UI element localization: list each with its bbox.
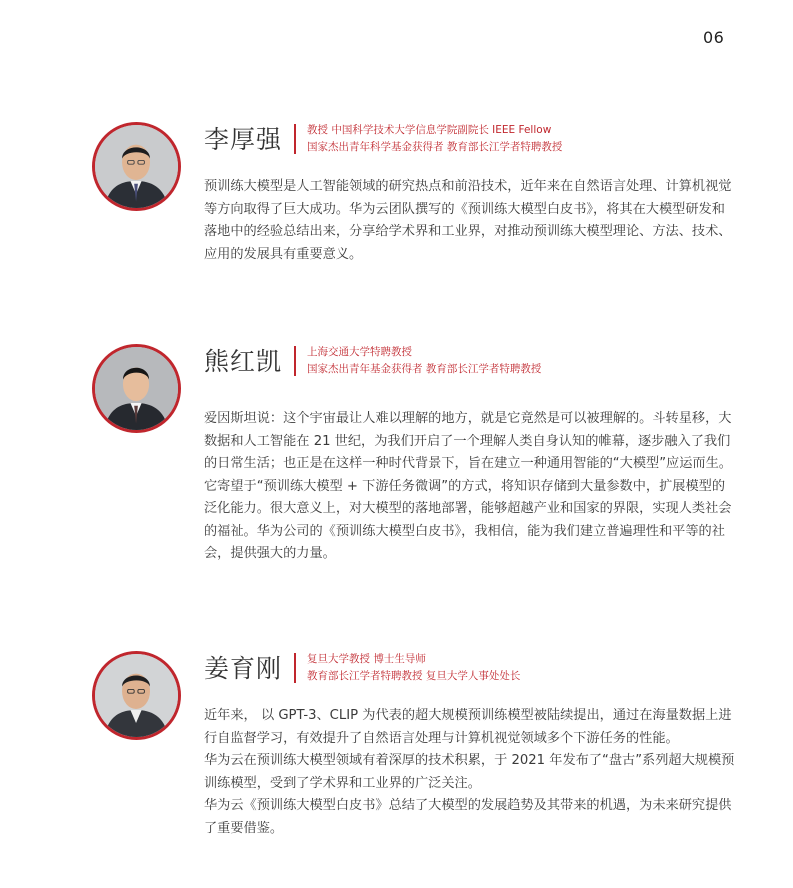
title-line: 国家杰出青年基金获得者 教育部长江学者特聘教授 [307,363,542,375]
title-line: 复旦大学教授 博士生导师 [307,653,426,665]
person-titles [307,344,541,378]
bio-paragraph: 近年来， 以 GPT-3、CLIP 为代表的超大规模预训练模型被陆续提出，通过在海量数据上进行自监督学习，有效提升了自然语言处理与计算机视觉领域多个下游任务的性能。 [204,708,732,746]
bio-paragraph: 预训练大模型是人工智能领域的研究热点和前沿技术，近年来在自然语言处理、计算机视觉等方向取得了巨大成功。华为云团队撰写的《预训练大模型白皮书》，将其在大模型研发和落地中的经验总结出来，分享给学术界和工业界，对推动预训练大模型理论、方法、技术、应用的发展具有重要意义。 [204,179,732,262]
bio-jiang-yugang [204,705,736,840]
portrait-photo-icon [92,122,181,211]
bio-paragraph: 华为云《预训练大模型白皮书》总结了大模型的发展趋势及其带来的机遇，为未来研究提供了重要借鉴。 [204,798,732,836]
name-divider [294,346,296,376]
bio-paragraph: 爱因斯坦说：这个宇宙最让人难以理解的地方，就是它竟然是可以被理解的。斗转星移，大数据和人工智能在 21 世纪，为我们开启了一个理解人类自身认知的帷幕，逐步融入了我们的日常生活；也正是在这样一种时代背景下，旨在建立一种通用智能的“大模型”应运而生。它寄望于“预训练大模型 + 下游任务微调”的方式，将知识存储到大量参数中，扩展模型的泛化能力。很大意义上，对大模型的落地部署，能够超越产业和国家的界限，实现人类社会的福祉。华为公司的《预训练大模型白皮书》，我相信，能为我们建立普遍理性和平等的社会，提供强大的力量。 [204,411,732,561]
name-divider [294,653,296,683]
title-line: 上海交通大学特聘教授 [307,346,412,358]
person-name: 姜育刚 [204,654,283,683]
title-line: 教育部长江学者特聘教授 复旦大学人事处处长 [307,670,521,682]
portrait-photo-icon [92,651,181,740]
person-titles [307,651,520,685]
person-name: 李厚强 [204,125,283,154]
page-number: 06 [703,28,725,47]
portrait-photo-icon [92,344,181,433]
person-titles [307,122,562,156]
title-line: 国家杰出青年科学基金获得者 教育部长江学者特聘教授 [307,141,563,153]
bio-paragraph: 华为云在预训练大模型领域有着深厚的技术积累，于 2021 年发布了“盘古”系列超大规模预训练模型，受到了学术界和工业界的广泛关注。 [204,753,735,791]
bio-xiong-hongkai [204,408,736,566]
name-divider [294,124,296,154]
title-line: 教授 中国科学技术大学信息学院副院长 IEEE Fellow [307,124,552,136]
bio-li-houqiang [204,176,736,266]
person-name: 熊红凯 [204,347,283,376]
